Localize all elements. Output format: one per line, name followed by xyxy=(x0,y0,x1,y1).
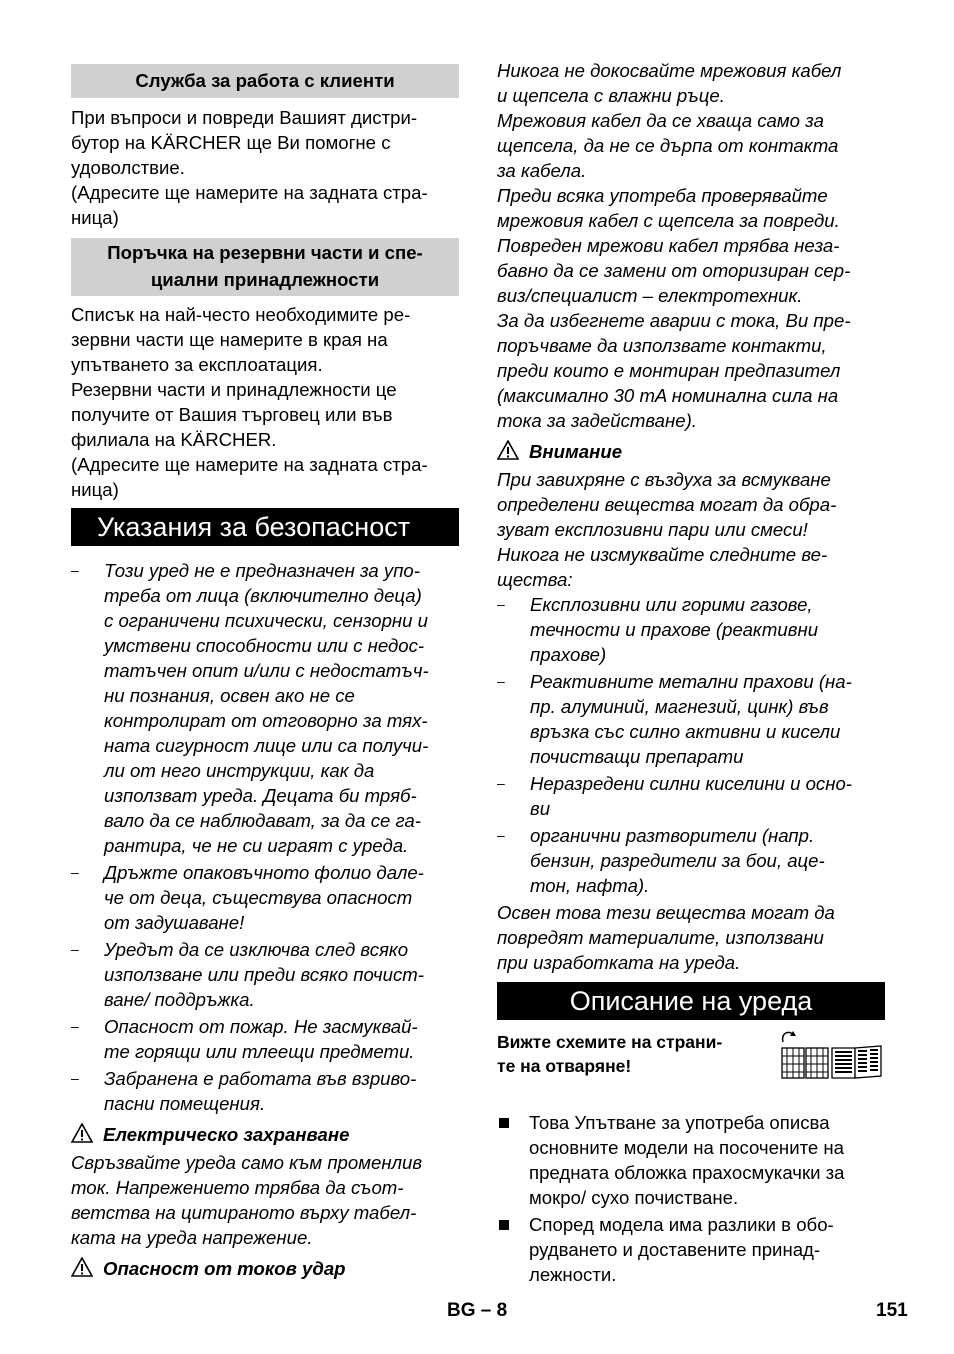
text-line: пасни помещения. xyxy=(104,1093,266,1114)
text-line: зервни части ще намерите в края на xyxy=(71,329,388,350)
text-line: Уредът да се изключва след всяко xyxy=(104,939,409,960)
attention-warning-title xyxy=(497,439,885,464)
text-line: поръчваме да използвате контакти, xyxy=(497,335,827,356)
dash-bullet: – xyxy=(71,864,79,880)
text-line: тон, нафта). xyxy=(530,875,650,896)
list-item xyxy=(71,860,459,935)
text-line: Неразредени силни киселини и осно- xyxy=(530,773,852,794)
left-column xyxy=(71,58,459,1284)
text-line: удоволствие. xyxy=(71,157,185,178)
text-line: Вижте схемите на страни- xyxy=(497,1032,723,1052)
text-line: (максимално 30 mA номинална сила на xyxy=(497,385,839,406)
text-line: Дръжте опаковъчното фолио дале- xyxy=(104,862,424,883)
text-line: зуват експлозивни пари или смеси! xyxy=(497,519,808,540)
text-line: щепсела, да не се дърпа от контакта xyxy=(497,135,839,156)
text-line: Това Упътване за употреба описва xyxy=(529,1112,830,1133)
dash-bullet: – xyxy=(497,673,505,689)
heading-line: циални принадлежности xyxy=(150,269,380,290)
spare-parts-heading xyxy=(71,238,459,296)
text-line: използват уреда. Децата би тряб- xyxy=(104,785,417,806)
text-line: Резервни части и принадлежности це xyxy=(71,379,397,400)
text-line: Свръзвайте уреда само към променлив xyxy=(71,1152,423,1173)
text-line: Реактивните метални прахови (на- xyxy=(530,671,852,692)
dash-bullet: – xyxy=(71,1018,79,1034)
spare-parts-paragraph xyxy=(71,302,459,502)
warning-icon xyxy=(71,1123,93,1143)
text-line: че от деца, съществува опасност xyxy=(104,887,413,908)
text-line: и щепсела с влажни ръце. xyxy=(497,85,725,106)
right-column xyxy=(497,58,885,1289)
text-line: Повреден мрежови кабел трябва неза- xyxy=(497,235,840,256)
footer-section-label: BG – 8 xyxy=(447,1300,508,1321)
dash-bullet: – xyxy=(497,596,505,612)
power-warning-title xyxy=(71,1122,459,1147)
text-line: Преди всяка употреба проверявайте xyxy=(497,185,828,206)
text-line: бензин, разредители за бои, аце- xyxy=(530,850,825,871)
text-line: ница) xyxy=(71,479,119,500)
list-item xyxy=(497,1212,885,1287)
text-line: Мрежовия кабел да се хваща само за xyxy=(497,110,824,131)
fold-out-pages-icon xyxy=(777,1030,885,1082)
text-line: Експлозивни или горими газове, xyxy=(530,594,813,615)
text-line: предната обложка прахосмукачки за xyxy=(529,1162,845,1183)
text-line: преди които е монтиран предпазител xyxy=(497,360,841,381)
text-line: ветства на цитираното върху табел- xyxy=(71,1202,417,1223)
list-item xyxy=(71,558,459,858)
attention-paragraph xyxy=(497,467,885,592)
text-line: те на отваряне! xyxy=(497,1056,632,1076)
service-paragraph xyxy=(71,105,459,230)
list-item xyxy=(497,1110,885,1210)
text-line: Списък на най-често необходимите ре- xyxy=(71,304,411,325)
dash-bullet: – xyxy=(71,1070,79,1086)
text-line: Опасност от пожар. Не засмуквай- xyxy=(104,1016,418,1037)
text-line: Освен това тези вещества могат да xyxy=(497,902,835,923)
shock-warning-title xyxy=(71,1256,459,1281)
text-line: Никога не изсмуквайте следните ве- xyxy=(497,544,828,565)
text-line: мрежовия кабел с щепсела за повреди. xyxy=(497,210,840,231)
text-line: основните модели на посочените на xyxy=(529,1137,845,1158)
text-line: вало да се наблюдават, за да се га- xyxy=(104,810,421,831)
text-line: ни познания, освен ако не се xyxy=(104,685,355,706)
text-line: виз/специалист – електротехник. xyxy=(497,285,803,306)
warning-title-text: Внимание xyxy=(529,441,623,462)
text-line: контролират от отговорно за тях- xyxy=(104,710,428,731)
safety-heading: Указания за безопасност xyxy=(71,508,459,546)
text-line: лежности. xyxy=(529,1264,617,1285)
see-diagrams-text xyxy=(497,1030,767,1078)
square-bullet-icon xyxy=(499,1220,509,1230)
text-line: от задушаване! xyxy=(104,912,245,933)
text-line: щества: xyxy=(497,569,573,590)
list-item xyxy=(71,1066,459,1116)
description-list xyxy=(497,1110,885,1287)
text-line: Забранена е работата във взриво- xyxy=(104,1068,417,1089)
text-line: ната сигурност лице или са получи- xyxy=(104,735,429,756)
text-line: (Адресите ще намерите на задната стра- xyxy=(71,182,428,203)
text-line: мокро/ сухо почистване. xyxy=(529,1187,739,1208)
text-line: тока за задействане). xyxy=(497,410,697,431)
text-line: с ограничени психически, сензорни и xyxy=(104,610,429,631)
safety-list xyxy=(71,558,459,1116)
text-line: (Адресите ще намерите на задната стра- xyxy=(71,454,428,475)
shock-paragraph xyxy=(497,58,885,433)
text-line: ви xyxy=(530,798,551,819)
dash-bullet: – xyxy=(497,775,505,791)
see-diagrams-note xyxy=(497,1030,885,1090)
page-number: 151 xyxy=(876,1300,908,1321)
substance-list xyxy=(497,592,885,898)
text-line: за кабела. xyxy=(497,160,587,181)
text-line: Според модела има разлики в обо- xyxy=(529,1214,834,1235)
heading-line: Поръчка на резервни части и спе- xyxy=(107,242,423,263)
text-line: почистващи препарати xyxy=(530,746,744,767)
dash-bullet: – xyxy=(71,941,79,957)
warning-icon xyxy=(497,440,519,460)
warning-title-text: Опасност от токов удар xyxy=(103,1258,346,1279)
text-line: ли от него инструкции, как да xyxy=(104,760,375,781)
text-line: За да избегнете аварии с тока, Ви пре- xyxy=(497,310,851,331)
text-line: при изработката на уреда. xyxy=(497,952,741,973)
text-line: прахове) xyxy=(530,644,607,665)
list-item xyxy=(71,1014,459,1064)
list-item xyxy=(497,771,885,821)
text-line: филиала на KÄRCHER. xyxy=(71,429,277,450)
text-line: ница) xyxy=(71,207,119,228)
text-line: ване/ поддръжка. xyxy=(104,989,255,1010)
text-line: пр. алуминий, магнезий, цинк) във xyxy=(530,696,829,717)
text-line: получите от Вашия търговец или във xyxy=(71,404,393,425)
materials-paragraph xyxy=(497,900,885,975)
text-line: те горящи или тлеещи предмети. xyxy=(104,1041,415,1062)
list-item xyxy=(497,823,885,898)
text-line: При завихряне с въздуха за всмукване xyxy=(497,469,831,490)
text-line: Този уред не е предназначен за упо- xyxy=(104,560,420,581)
warning-icon xyxy=(71,1257,93,1277)
text-line: течности и прахове (реактивни xyxy=(530,619,819,640)
device-description-heading: Описание на уреда xyxy=(497,982,885,1020)
text-line: връзка със силно активни и кисели xyxy=(530,721,841,742)
power-paragraph xyxy=(71,1150,459,1250)
list-item xyxy=(497,592,885,667)
square-bullet-icon xyxy=(499,1118,509,1128)
dash-bullet: – xyxy=(497,827,505,843)
text-line: бутор на KÄRCHER ще Ви помогне с xyxy=(71,132,391,153)
text-line: упътването за експлоатация. xyxy=(71,354,323,375)
text-line: използване или преди всяко почист- xyxy=(104,964,424,985)
text-line: повредят материалите, използвани xyxy=(497,927,824,948)
text-line: определени вещества могат да обра- xyxy=(497,494,837,515)
list-item xyxy=(497,669,885,769)
text-line: татъчен опит и/или с недостатъч- xyxy=(104,660,429,681)
dash-bullet: – xyxy=(71,562,79,578)
text-line: умствени способности или с недос- xyxy=(104,635,425,656)
text-line: рантира, че не си играят с уреда. xyxy=(104,835,409,856)
text-line: ката на уреда напрежение. xyxy=(71,1227,313,1248)
text-line: Никога не докосвайте мрежовия кабел xyxy=(497,60,842,81)
warning-title-text: Електрическо захранване xyxy=(103,1124,350,1145)
text-line: ток. Напрежението трябва да съот- xyxy=(71,1177,404,1198)
text-line: треба от лица (включително деца) xyxy=(104,585,422,606)
text-line: При въпроси и повреди Вашият дистри- xyxy=(71,107,418,128)
text-line: бавно да се замени от оторизиран сер- xyxy=(497,260,851,281)
service-heading: Служба за работа с клиенти xyxy=(71,64,459,98)
text-line: органични разтворители (напр. xyxy=(530,825,815,846)
list-item xyxy=(71,937,459,1012)
text-line: рудването и доставените принад- xyxy=(529,1239,821,1260)
